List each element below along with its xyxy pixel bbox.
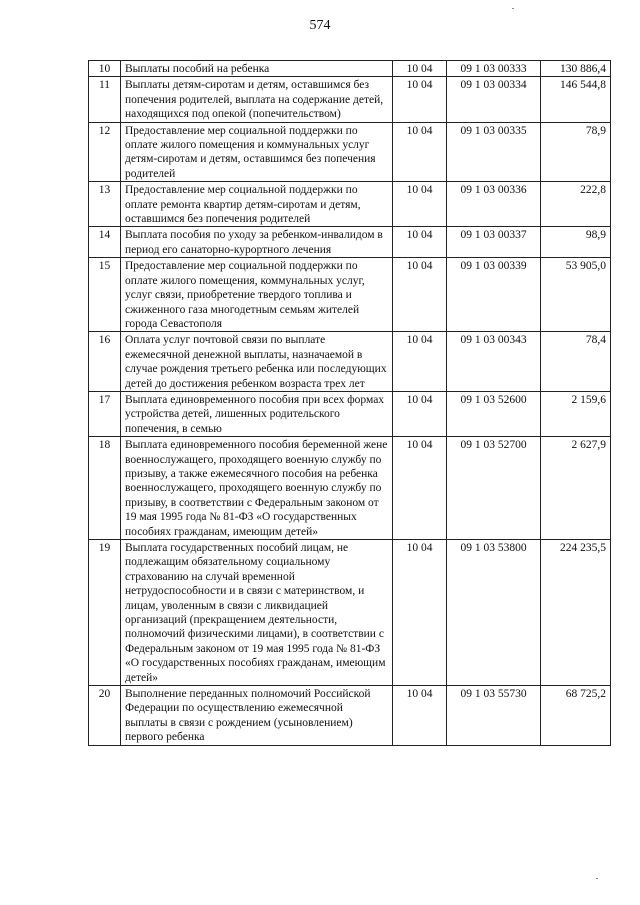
amount: 2 627,9 <box>541 437 611 540</box>
amount: 68 725,2 <box>541 686 611 746</box>
row-number: 18 <box>89 437 121 540</box>
row-number: 17 <box>89 391 121 436</box>
row-number: 15 <box>89 258 121 332</box>
scan-speck <box>596 878 598 879</box>
section-code: 10 04 <box>393 540 447 686</box>
row-number: 14 <box>89 227 121 258</box>
section-code: 10 04 <box>393 258 447 332</box>
expense-name: Предоставление мер социальной поддержки по оплате ремонта квартир детям-сиротам и детям, оставшимся без попечения родителей <box>121 182 393 227</box>
target-article-code: 09 1 03 00334 <box>447 77 541 122</box>
section-code: 10 04 <box>393 61 447 77</box>
expense-name: Выплата единовременного пособия беременной жене военнослужащего, проходящего военную службу по призыву, а также ежемесячного пособия на ребенка военнослужащего, проходящего военную службу по призыву, в соответствии с Федеральным законом от 19 мая 1995 года № 81-ФЗ «О государственных пособиях гражданам, имеющим детей» <box>121 437 393 540</box>
expense-name: Выплата пособия по уходу за ребенком-инвалидом в период его санаторно-курортного лечения <box>121 227 393 258</box>
section-code: 10 04 <box>393 437 447 540</box>
amount: 146 544,8 <box>541 77 611 122</box>
section-code: 10 04 <box>393 77 447 122</box>
row-number: 11 <box>89 77 121 122</box>
target-article-code: 09 1 03 52700 <box>447 437 541 540</box>
target-article-code: 09 1 03 55730 <box>447 686 541 746</box>
table-row <box>89 122 611 182</box>
target-article-code: 09 1 03 00337 <box>447 227 541 258</box>
section-code: 10 04 <box>393 686 447 746</box>
expense-name: Выполнение переданных полномочий Российской Федерации по осуществлению ежемесячной выплаты в связи с рождением (усыновлением) первого ребенка <box>121 686 393 746</box>
page-number: 574 <box>309 18 331 33</box>
row-number: 16 <box>89 332 121 392</box>
target-article-code: 09 1 03 00343 <box>447 332 541 392</box>
amount: 53 905,0 <box>541 258 611 332</box>
expense-name: Выплаты детям-сиротам и детям, оставшимся без попечения родителей, выплата на содержание детей, находящихся под опекой (попечительством) <box>121 77 393 122</box>
amount: 2 159,6 <box>541 391 611 436</box>
budget-table <box>88 60 611 746</box>
amount: 130 886,4 <box>541 61 611 77</box>
scan-speck <box>512 8 514 9</box>
table-row <box>89 61 611 77</box>
row-number: 19 <box>89 540 121 686</box>
amount: 78,4 <box>541 332 611 392</box>
table-row <box>89 227 611 258</box>
target-article-code: 09 1 03 00339 <box>447 258 541 332</box>
expense-name: Предоставление мер социальной поддержки по оплате жилого помещения, коммунальных услуг, услуг связи, приобретение твердого топлива и сжиженного газа многодетным семьям жителей города Севастополя <box>121 258 393 332</box>
expense-name: Выплаты пособий на ребенка <box>121 61 393 77</box>
row-number: 12 <box>89 122 121 182</box>
amount: 222,8 <box>541 182 611 227</box>
expense-name: Выплата государственных пособий лицам, не подлежащим обязательному социальному страхованию на случай временной нетрудоспособности и в связи с материнством, и лицам, уволенным в связи с ликвидацией организаций (прекращением деятельности, полномочий физическими лицами), в соответствии с Федеральным законом от 19 мая 1995 года № 81-ФЗ «О государственных пособиях гражданам, имеющим детей» <box>121 540 393 686</box>
section-code: 10 04 <box>393 122 447 182</box>
section-code: 10 04 <box>393 391 447 436</box>
row-number: 13 <box>89 182 121 227</box>
table-row <box>89 540 611 686</box>
expense-name: Предоставление мер социальной поддержки по оплате жилого помещения и коммунальных услуг детям-сиротам и детям, оставшимся без попечения родителей <box>121 122 393 182</box>
amount: 224 235,5 <box>541 540 611 686</box>
table-row <box>89 391 611 436</box>
row-number: 10 <box>89 61 121 77</box>
row-number: 20 <box>89 686 121 746</box>
expense-name: Выплата единовременного пособия при всех формах устройства детей, лишенных родительского попечения, в семью <box>121 391 393 436</box>
amount: 98,9 <box>541 227 611 258</box>
expense-name: Оплата услуг почтовой связи по выплате ежемесячной денежной выплаты, назначаемой в случае рождения третьего ребенка или последующих детей до достижения ребенком возраста трех лет <box>121 332 393 392</box>
table-row <box>89 332 611 392</box>
section-code: 10 04 <box>393 332 447 392</box>
target-article-code: 09 1 03 53800 <box>447 540 541 686</box>
table-row <box>89 258 611 332</box>
target-article-code: 09 1 03 00335 <box>447 122 541 182</box>
table-row <box>89 686 611 746</box>
table-row <box>89 182 611 227</box>
target-article-code: 09 1 03 00333 <box>447 61 541 77</box>
amount: 78,9 <box>541 122 611 182</box>
section-code: 10 04 <box>393 227 447 258</box>
table-row <box>89 437 611 540</box>
target-article-code: 09 1 03 52600 <box>447 391 541 436</box>
section-code: 10 04 <box>393 182 447 227</box>
table-row <box>89 77 611 122</box>
target-article-code: 09 1 03 00336 <box>447 182 541 227</box>
